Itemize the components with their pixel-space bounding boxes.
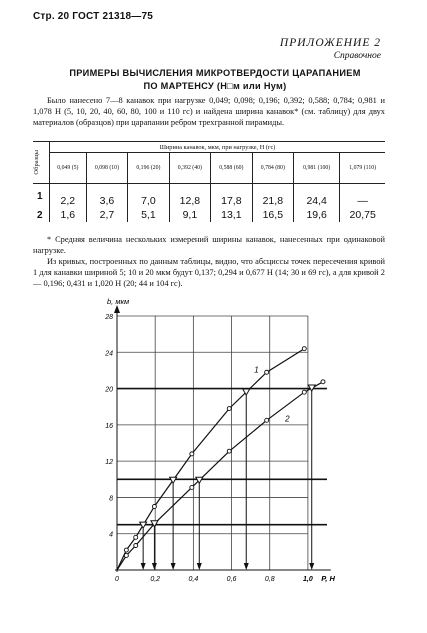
sample-label: 1: [37, 190, 43, 202]
y-tick-label: 4: [109, 531, 113, 539]
column-header: 0,196 (20): [128, 153, 169, 184]
width-table: [33, 141, 385, 222]
table-cell: 3,6: [86, 184, 127, 209]
column-header: 0,981 (100): [294, 153, 340, 184]
table-cell: 7,0: [128, 184, 169, 209]
table-cell: 5,1: [128, 208, 169, 222]
drop-arrow: [152, 563, 157, 570]
x-tick-label: 0,4: [188, 576, 199, 583]
appendix-title: ПРИЛОЖЕНИЕ 2: [279, 37, 381, 49]
table-cell: —: [340, 184, 385, 209]
table-cell: 9,1: [169, 208, 210, 222]
y-tick-label: 28: [105, 314, 113, 321]
column-header: 0,049 (5): [50, 153, 87, 184]
column-header: 1,079 (110): [340, 153, 385, 184]
document-title-line1: ПРИМЕРЫ ВЫЧИСЛЕНИЯ МИКРОТВЕРДОСТИ ЦАРАПАНИЕМ: [69, 68, 361, 78]
table-cell: 19,6: [294, 208, 340, 222]
x-tick-label: 1,0: [303, 576, 313, 583]
series-line-2: [117, 382, 323, 570]
data-point: [190, 452, 194, 456]
x-tick-label: 0,8: [264, 576, 275, 583]
y-axis-label: b, мкм: [107, 298, 130, 306]
y-tick-label: 12: [105, 459, 113, 467]
table-cell: 17,8: [211, 184, 252, 209]
series-label: 1: [254, 365, 259, 375]
table-cell: 16,5: [252, 208, 293, 222]
column-header: 0,098 (10): [86, 153, 127, 184]
intro-paragraph: [33, 96, 385, 128]
y-tick-label: 24: [105, 350, 113, 358]
y-axis-arrow: [114, 305, 120, 313]
samples-header-cell: [33, 142, 50, 184]
column-header: 0,588 (60): [211, 153, 252, 184]
sample-label: 2: [37, 209, 43, 221]
table-cell: 24,4: [294, 184, 340, 209]
data-point: [152, 505, 156, 509]
data-point: [302, 347, 306, 351]
data-point: [265, 370, 269, 374]
data-point: [124, 548, 128, 552]
column-header: 0,392 (40): [169, 153, 210, 184]
data-point: [302, 390, 306, 394]
table-cell: 12,8: [169, 184, 210, 209]
conclusion-paragraph: [33, 257, 385, 289]
table-cell: 20,75: [340, 208, 385, 222]
data-point: [190, 485, 194, 489]
column-header: 0,784 (80): [252, 153, 293, 184]
x-tick-label: 0,6: [226, 576, 237, 583]
samples-header: Образцы: [33, 150, 40, 175]
data-point: [265, 418, 269, 422]
document-title-line2: ПО МАРТЕНСУ (H□м или Hум): [143, 81, 287, 91]
x-tick-label: 0,2: [150, 576, 161, 583]
data-point: [134, 544, 138, 548]
x-tick-label: 0: [115, 576, 119, 583]
page-header: Стр. 20 ГОСТ 21318—75: [33, 11, 153, 22]
y-tick-label: 8: [109, 495, 113, 503]
conclusion-text: Из кривых, построенных по данным таблицы, видно, что абсциссы точек пересечения кривой 1 для канавки шириной 5; 10 и 20 мкм будут 0,137; 0,294 и 0,677 Н (14; 30 и 69 гс), а для кривой 2 — 0,196; 0,431 и 1,020 Н (20; 44 и 104 гс).: [33, 257, 385, 288]
drop-arrow: [141, 563, 146, 570]
y-tick-label: 16: [105, 422, 113, 430]
x-axis-label: P, Н: [321, 574, 335, 583]
intro-text: Было нанесено 7—8 канавок при нагрузке 0,049; 0,098; 0,196; 0,392; 0,588; 0,784; 0,981 и 1,078 Н (5, 10, 20, 40, 60, 80, 100 и 110 гс) и найдена ширина канавок* (см. таблицу) для двух материалов (образцов) при царапании ребром трехгранной пирамиды.: [33, 96, 385, 127]
width-load-chart: [80, 298, 380, 598]
data-point: [321, 380, 325, 384]
drop-arrow: [171, 563, 176, 570]
data-point: [134, 535, 138, 539]
table-cell: 2,7: [86, 208, 127, 222]
table-cell: 21,8: [252, 184, 293, 209]
drop-arrow: [197, 563, 202, 570]
drop-arrow: [309, 563, 314, 570]
drop-arrow: [244, 563, 249, 570]
appendix-note: Справочное: [333, 51, 381, 61]
series-line-1: [117, 349, 304, 570]
footnote-text: * Средняя величина нескольких измерений ширины канавок, нанесенных при одинаковой нагрузке.: [33, 235, 385, 255]
data-point: [227, 449, 231, 453]
table-cell: 13,1: [211, 208, 252, 222]
data-point: [227, 407, 231, 411]
y-tick-label: 20: [105, 386, 113, 394]
series-label: 2: [285, 414, 290, 424]
footnote-paragraph: [33, 235, 385, 257]
group-header: Ширина канавок, мкм, при нагрузке, Н (гс): [50, 142, 386, 153]
data-point: [124, 553, 128, 557]
table-cell: 1,6: [50, 208, 87, 222]
intersection-marker: [170, 477, 177, 483]
table-cell: 2,2: [50, 184, 87, 209]
